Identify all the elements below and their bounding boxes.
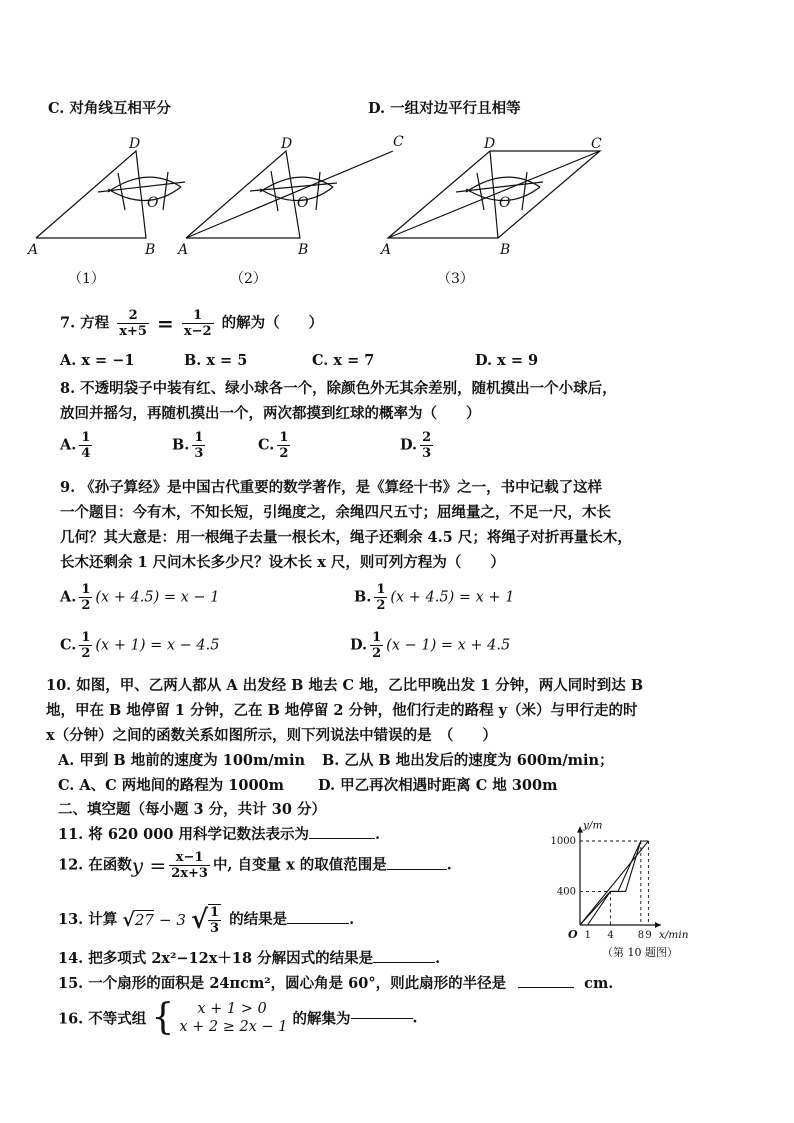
q6-option-c: C. 对角线互相平分 bbox=[48, 100, 171, 117]
y-axis-label: y/m bbox=[583, 819, 603, 832]
fig2-label-b: B bbox=[298, 242, 309, 258]
q10-option-a: A. 甲到 B 地前的速度为 100m/min bbox=[58, 752, 306, 769]
origin-label: O bbox=[568, 928, 578, 941]
question-16: 16. 不等式组 { x + 1 > 0 x + 2 ≥ 2x − 1 的解集为 . bbox=[58, 997, 418, 1038]
fig3-caption: （3） bbox=[437, 271, 474, 287]
q7-prefix: 7. 方程 bbox=[60, 314, 110, 332]
section-2-title: 二、填空题（每小题 3 分，共计 30 分） bbox=[58, 801, 326, 818]
fig1-label-o: O bbox=[147, 195, 159, 211]
q13-answer-blank[interactable] bbox=[287, 923, 349, 924]
x-axis-arrow-icon bbox=[655, 922, 661, 928]
fig1-label-a: A bbox=[28, 242, 39, 258]
fig3-label-c: C bbox=[591, 136, 602, 152]
fig3-label-b: B bbox=[500, 242, 511, 258]
q10-option-b: B. 乙从 B 地出发后的速度为 600m/min； bbox=[322, 752, 614, 769]
fig1-caption: （1） bbox=[68, 271, 105, 287]
brace-icon: { bbox=[151, 997, 175, 1038]
q8-line-2: 放回并摇匀，再随机摸出一个，两次都摸到红球的概率为（ ） bbox=[60, 405, 481, 422]
y-tick-400: 400 bbox=[556, 886, 576, 898]
q8-line-1: 8. 不透明袋子中装有红、绿小球各一个，除颜色外无其余差别，随机摸出一个小球后， bbox=[60, 380, 617, 397]
q9-line-4: 长木还剩余 1 尺问木长多少尺？设木长 x 尺，则可列方程为（ ） bbox=[60, 554, 505, 571]
q9-option-d: D. $\frac{1}{2}$ (x − 1) = x + 4.5 bbox=[350, 630, 511, 661]
q10-line-3: x（分钟）之间的函数关系如图所示，则下列说法中错误的是 （ ） bbox=[46, 727, 497, 744]
q16-answer-blank[interactable] bbox=[351, 1018, 413, 1019]
x-tick-9: 9 bbox=[645, 930, 652, 941]
q7-suffix: 的解为（ ） bbox=[221, 314, 324, 332]
sqrt-icon: √ bbox=[190, 905, 209, 935]
series-line-3 bbox=[580, 841, 648, 925]
q8-option-d: D. $\frac{2}{3}$ bbox=[400, 430, 432, 461]
figure-3 bbox=[388, 151, 600, 238]
q7-equals: = bbox=[157, 311, 174, 336]
q9-line-1: 9. 《孙子算经》是中国古代重要的数学著作，是《算经十书》之一，书中记载了这样 bbox=[60, 479, 603, 496]
fig3-label-a: A bbox=[381, 242, 392, 258]
fig2-label-c: C bbox=[393, 134, 404, 150]
fig3-label-o: O bbox=[499, 195, 511, 211]
fig2-caption: （2） bbox=[230, 271, 267, 287]
fig1-label-b: B bbox=[145, 242, 156, 258]
y-tick-1000: 1000 bbox=[550, 836, 576, 847]
q9-option-c: C. $\frac{1}{2}$ (x + 1) = x − 4.5 bbox=[60, 630, 220, 661]
q7-fraction-2: $\frac{1}{x-2}$ bbox=[183, 308, 212, 339]
fig3-label-d: D bbox=[484, 136, 496, 152]
q10-line-1: 10. 如图，甲、乙两人都从 A 出发经 B 地去 C 地，乙比甲晚出发 1 分钟，两人同时到达 B bbox=[46, 677, 644, 694]
inequality-system: x + 1 > 0 x + 2 ≥ 2x − 1 bbox=[179, 1001, 288, 1035]
fig2-label-a: A bbox=[178, 242, 189, 258]
q9-line-2: 一个题目：今有木，不知长短，引绳度之，余绳四尺五寸；屈绳量之，不足一尺，木长 bbox=[60, 504, 611, 521]
q6-option-d: D. 一组对边平行且相等 bbox=[368, 100, 521, 117]
q10-line-2: 地，甲在 B 地停留 1 分钟，乙在 B 地停留 2 分钟，他们行走的路程 y（米）与甲行走的时 bbox=[46, 702, 638, 719]
x-tick-1: 1 bbox=[584, 930, 591, 941]
question-12: 12. 在函数y = $\frac{x-1}{2x+3}$ 中, 自变量 x 的取值范围是 . bbox=[58, 850, 452, 881]
q7-option-a: A. x = −1 bbox=[60, 352, 135, 369]
fig2-label-o: O bbox=[297, 195, 309, 211]
sqrt-icon: √ bbox=[122, 909, 135, 931]
figure-2 bbox=[186, 151, 393, 238]
question-15: 15. 一个扇形的面积是 24πcm²，圆心角是 60°，则此扇形的半径是 cm. bbox=[58, 975, 614, 992]
x-axis-label: x/min bbox=[658, 929, 689, 941]
q9-option-b: B. $\frac{1}{2}$ (x + 4.5) = x + 1 bbox=[354, 582, 515, 613]
question-11: 11. 将 620 000 用科学记数法表示为 . bbox=[58, 826, 381, 843]
q15-answer-blank[interactable] bbox=[518, 987, 574, 988]
series-line-2 bbox=[588, 841, 649, 925]
q7-option-b: B. x = 5 bbox=[184, 352, 248, 369]
q10-option-d: D. 甲乙再次相遇时距离 C 地 300m bbox=[318, 777, 558, 794]
q12-answer-blank[interactable] bbox=[387, 869, 447, 870]
x-tick-8: 8 bbox=[637, 930, 645, 941]
question-14: 14. 把多项式 2x²−12x＋18 分解因式的结果是 . bbox=[58, 950, 441, 967]
question-7 bbox=[60, 308, 323, 339]
q9-line-3: 几何？其大意是：用一根绳子去量一根长木，绳子还剩余 4.5 尺；将绳子对折再量长木， bbox=[60, 529, 632, 546]
q6-figures bbox=[0, 125, 794, 290]
chart-caption: （第 10 题图） bbox=[602, 946, 678, 959]
q10-chart bbox=[540, 812, 760, 964]
fig2-label-d: D bbox=[281, 136, 293, 152]
q7-option-c: C. x = 7 bbox=[312, 352, 375, 369]
q9-option-a: A. $\frac{1}{2}$ (x + 4.5) = x − 1 bbox=[60, 582, 220, 613]
q7-fraction-1: $\frac{2}{x+5}$ bbox=[119, 308, 147, 339]
q14-answer-blank[interactable] bbox=[373, 962, 435, 963]
q8-option-c: C. $\frac{1}{2}$ bbox=[258, 430, 289, 461]
x-tick-4: 4 bbox=[607, 930, 614, 941]
fig1-label-d: D bbox=[129, 136, 141, 152]
q8-option-b: B. $\frac{1}{3}$ bbox=[172, 430, 204, 461]
q8-option-a: A. $\frac{1}{4}$ bbox=[60, 430, 91, 461]
question-13: 13. 计算 √27 − 3 √ $\frac{1}{3}$ 的结果是 . bbox=[58, 905, 355, 936]
q10-option-c: C. A、C 两地间的路程为 1000m bbox=[58, 777, 284, 794]
q11-answer-blank[interactable] bbox=[309, 838, 375, 839]
q7-option-d: D. x = 9 bbox=[475, 352, 539, 369]
figure-1 bbox=[36, 151, 185, 238]
